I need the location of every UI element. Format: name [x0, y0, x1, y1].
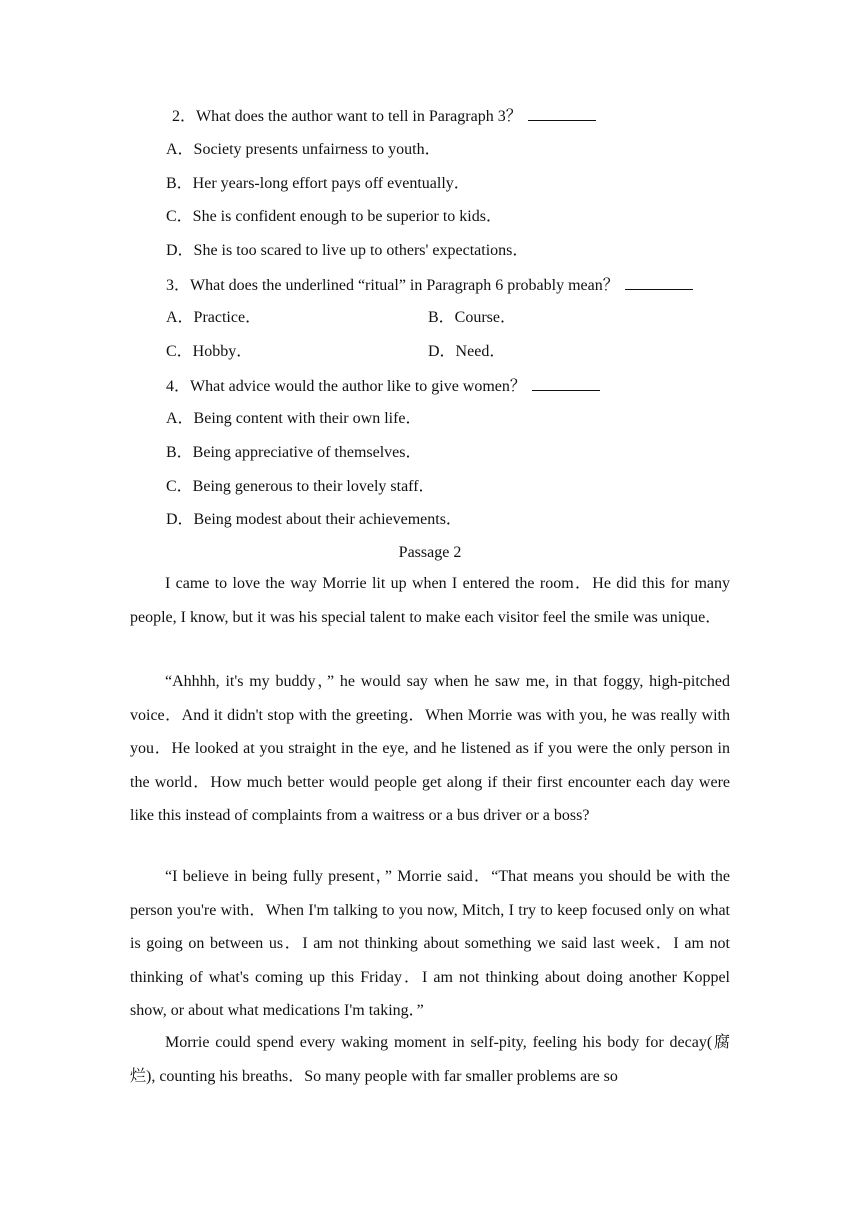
question-stem: 2．What does the author want to tell in Paragraph 3？ — [172, 108, 522, 125]
option-b: B．Being appreciative of themselves． — [166, 444, 422, 461]
option-a: A．Society presents unfairness to youth． — [166, 141, 441, 158]
option-d: D．She is too scared to live up to others' expectations． — [166, 242, 529, 259]
question-4 — [166, 376, 600, 397]
option-c: C．Hobby． — [166, 343, 253, 360]
option-c: C．Being generous to their lovely staff． — [166, 478, 435, 495]
option-d: D．Need． — [428, 343, 506, 360]
passage-paragraph: “Ahhhh, it's my buddy，” he would say when he saw me, in that foggy, high-pitched voice．And it didn't stop with the greeting．When Morrie was with you, he was really with you．He looked at you straight in the eye, and he listened as if you were the only person in the world．How much better would people get along if their first encounter each day were like this instead of complaints from a waitress or a bus driver or a boss? — [130, 673, 731, 824]
option-d: D．Being modest about their achievements． — [166, 511, 462, 528]
question-stem: 3．What does the underlined “ritual” in Paragraph 6 probably mean？ — [166, 277, 619, 294]
passage-paragraph: I came to love the way Morrie lit up when I entered the room．He did this for many people, I know, but it was his special talent to make each visitor feel the smile was unique． — [130, 575, 730, 626]
option-c: C．She is confident enough to be superior to kids． — [166, 208, 502, 225]
question-stem: 4．What advice would the author like to give women？ — [166, 378, 526, 395]
option-a: A．Practice． — [166, 309, 262, 326]
answer-blank — [532, 376, 600, 391]
option-b: B．Her years-long effort pays off eventually． — [166, 175, 470, 192]
question-2 — [172, 106, 596, 127]
option-a: A．Being content with their own life． — [166, 410, 422, 427]
question-3 — [166, 275, 693, 296]
answer-blank — [625, 275, 693, 290]
passage-paragraph: Morrie could spend every waking moment in self-pity, feeling his body for decay(腐烂), counting his breaths．So many people with far smaller problems are so — [130, 1034, 730, 1085]
answer-blank — [528, 106, 596, 121]
option-b: B．Course． — [428, 309, 517, 326]
passage-title: Passage 2 — [398, 544, 462, 561]
passage-paragraph: “I believe in being fully present，” Morrie said．“That means you should be with the person you're with．When I'm talking to you now, Mitch, I try to keep focused only on what is going on between us．I am not thinking about something we said last week．I am not thinking of what's coming up this Friday．I am not thinking about doing another Koppel show, or about what medications I'm taking．” — [130, 868, 730, 1019]
